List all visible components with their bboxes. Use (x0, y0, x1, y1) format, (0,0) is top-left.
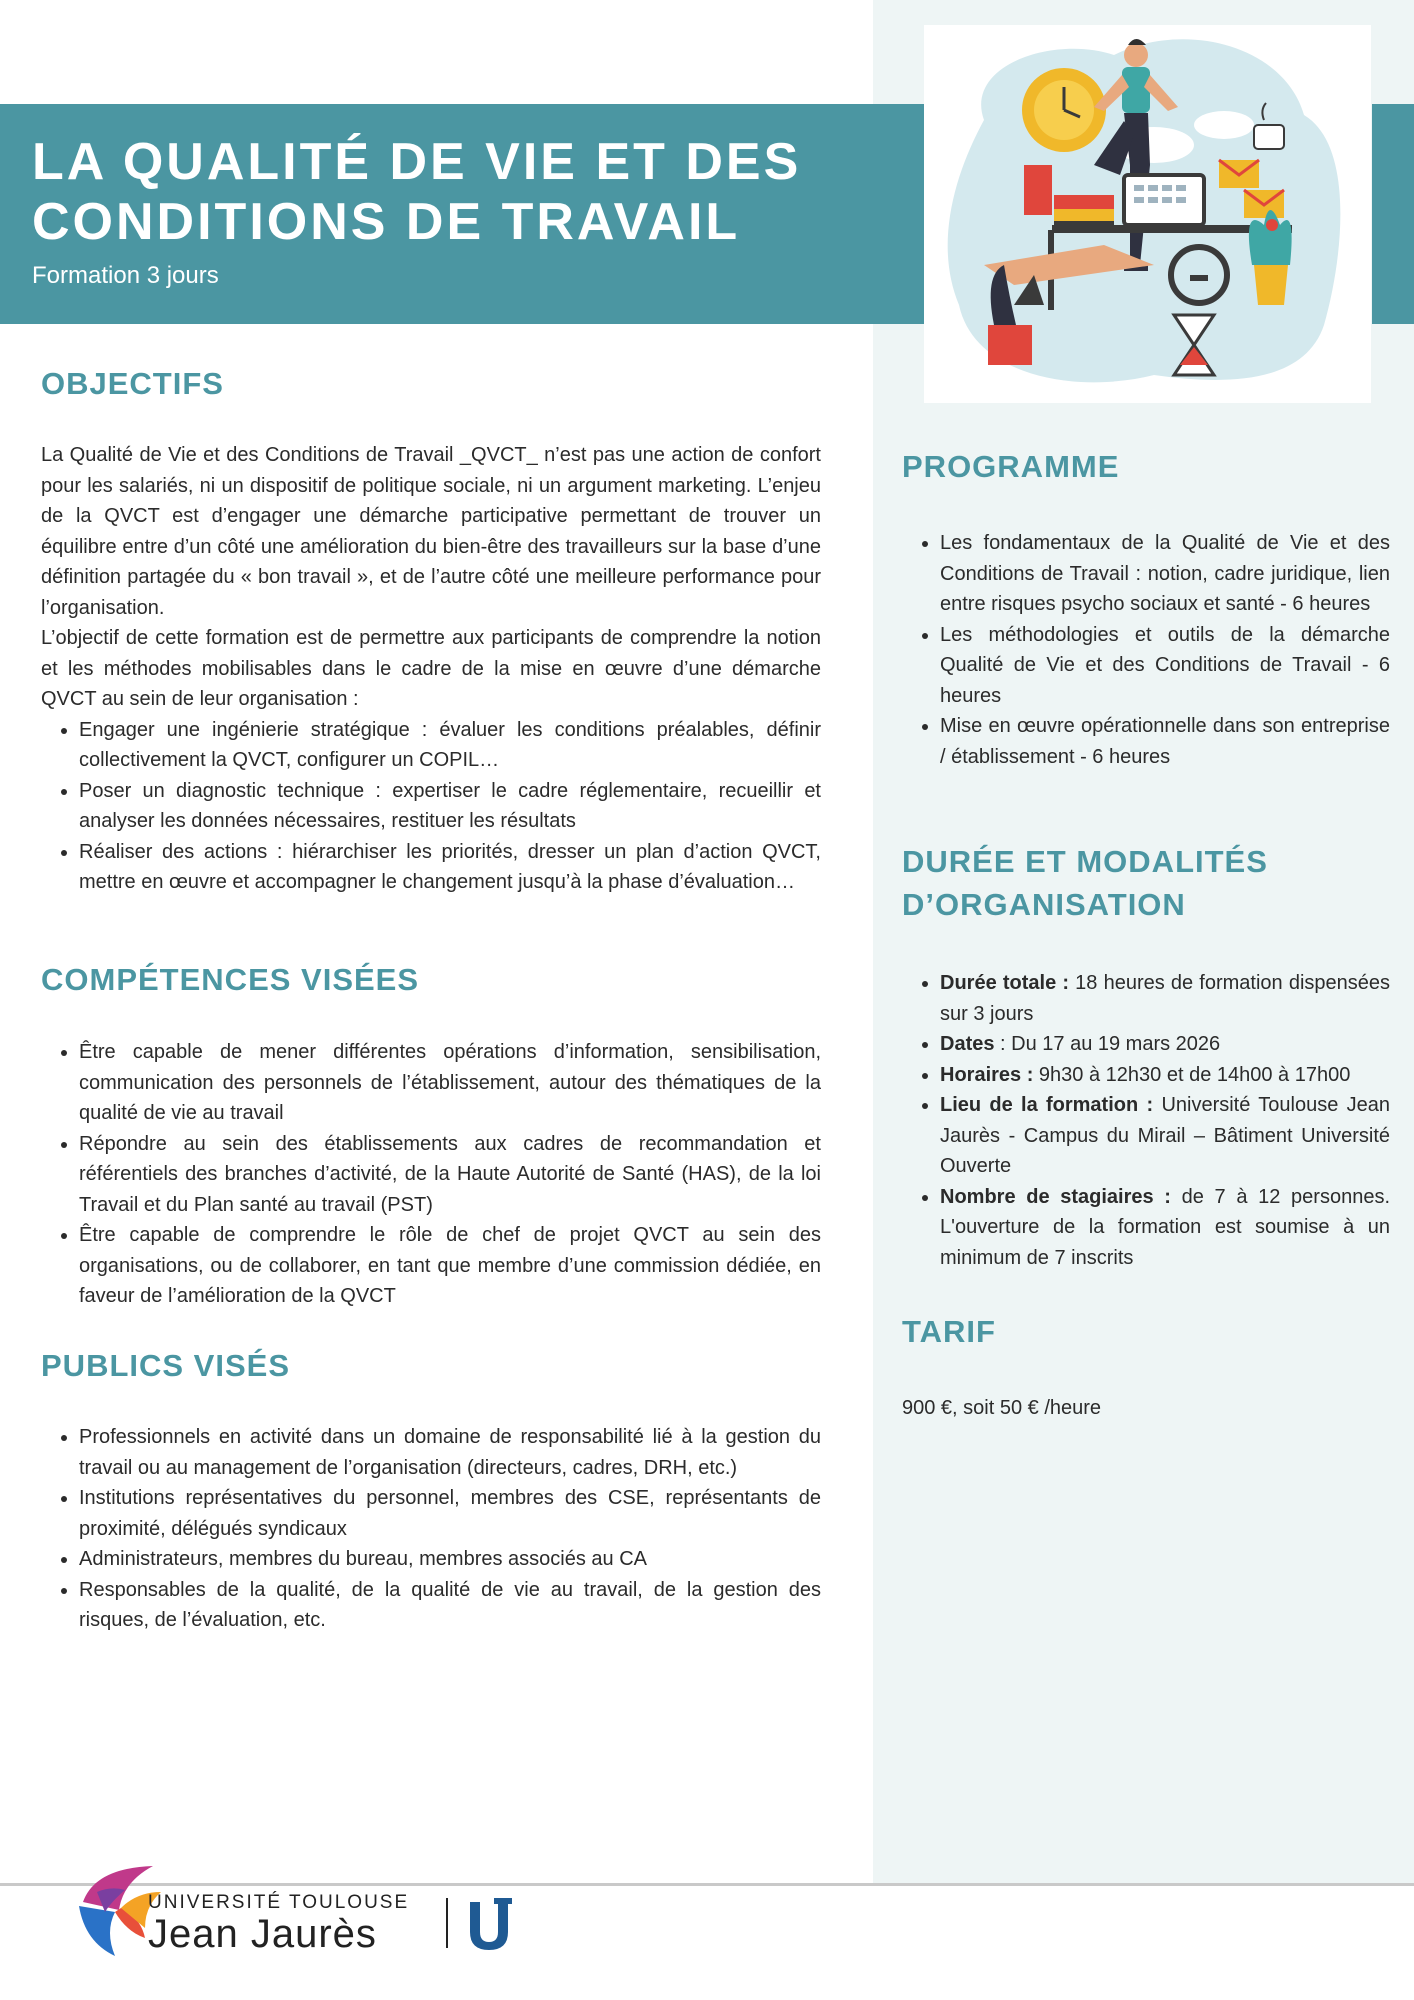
page-title: LA QUALITÉ DE VIE ET DES CONDITIONS DE TRAVAIL (32, 133, 802, 251)
logo-separator (446, 1898, 448, 1948)
footer-divider (0, 1883, 1414, 1886)
list-item: • Mise en œuvre opérationnelle dans son entreprise / établissement - 6 heures (940, 711, 1390, 772)
objectifs-paragraph-2: L’objectif de cette formation est de permettre aux participants de comprendre la notion et les méthodes mobilisables dans le cadre de la mise en œuvre d’une démarche QVCT au sein de leur organisation : (41, 627, 821, 710)
list-item (940, 1060, 1390, 1091)
list-item: • Institutions représentatives du personnel, membres des CSE, représentants de proximité, délégués syndicaux (79, 1483, 821, 1544)
item-label: Horaires : (940, 1063, 1034, 1086)
objectifs-body (41, 440, 821, 898)
list-item: • Être capable de mener différentes opérations d’information, sensibilisation, communication des personnels de l’établissement, autour des thématiques de la qualité de vie au travail (79, 1037, 821, 1129)
objectifs-paragraph-1: La Qualité de Vie et des Conditions de Travail _QVCT_ n’est pas une action de confort pour les salariés, ni un dispositif de politique sociale, ni un argument marketing. L’enjeu de la QVCT est d’engager une démarche participative permettant de trouver un équilibre entre d’un côté une amélioration du bien-être des travailleurs sur la base d’une définition partagée du « bon travail », et de l’autre côté une meilleure performance pour l’organisation. (41, 444, 821, 619)
list-item: • Professionnels en activité dans un domaine de responsabilité lié à la gestion du travail ou au management de l’organisation (directeurs, cadres, DRH, etc.) (79, 1422, 821, 1483)
list-item: • Les méthodologies et outils de la démarche Qualité de Vie et des Conditions de Travail - 6 heures (940, 620, 1390, 712)
u-logo-icon (466, 1898, 512, 1952)
list-item: • Être capable de comprendre le rôle de chef de projet QVCT au sein des organisations, ou de collaborer, en tant que membre d’une commission dédiée, en faveur de l’amélioration de la QVCT (79, 1220, 821, 1312)
programme-body (902, 528, 1390, 772)
list-item: • Poser un diagnostic technique : expertiser le cadre réglementaire, recueillir et analyser les données nécessaires, restituer les résultats (79, 776, 821, 837)
tarif-text: 900 €, soit 50 € /heure (902, 1397, 1102, 1419)
publics-list (41, 1422, 821, 1636)
item-label: Durée totale : (940, 972, 1070, 994)
list-item: • Les fondamentaux de la Qualité de Vie et des Conditions de Travail : notion, cadre juridique, lien entre risques psycho sociaux et santé - 6 heures (940, 528, 1390, 620)
list-item (940, 1029, 1390, 1060)
list-item (940, 1090, 1390, 1182)
item-label: Dates (940, 1033, 995, 1055)
duree-body (902, 968, 1390, 1273)
logo-line-2: Jean Jaurès (148, 1912, 377, 1956)
page-subtitle: Formation 3 jours (32, 262, 219, 289)
objectifs-heading: OBJECTIFS (41, 366, 224, 401)
objectifs-list (41, 715, 821, 898)
tarif-body (902, 1393, 1390, 1424)
programme-heading: PROGRAMME (902, 449, 1120, 484)
list-item (940, 1182, 1390, 1274)
competences-heading: COMPÉTENCES VISÉES (41, 962, 420, 997)
logo-line-1: UNIVERSITÉ TOULOUSE (148, 1892, 410, 1913)
item-label: Lieu de la formation : (940, 1094, 1154, 1116)
title-band-right (1372, 104, 1414, 324)
duree-heading: DURÉE ET MODALITÉS D’ORGANISATION (902, 844, 1268, 922)
item-value: : Du 17 au 19 mars 2026 (994, 1033, 1221, 1055)
programme-list (902, 528, 1390, 772)
item-value: de 7 à 12 personnes. L'ouverture de la formation est soumise à un minimum de 7 inscrits (940, 1185, 1391, 1269)
list-item: • Engager une ingénierie stratégique : évaluer les conditions préalables, définir collectivement la QVCT, configurer un COPIL… (79, 715, 821, 776)
item-label: Nombre de stagiaires : (940, 1185, 1171, 1208)
duree-list (902, 968, 1390, 1273)
item-value: 9h30 à 12h30 et de 14h00 à 17h00 (1033, 1063, 1351, 1086)
list-item: • Administrateurs, membres du bureau, membres associés au CA (79, 1544, 821, 1575)
publics-heading: PUBLICS VISÉS (41, 1348, 290, 1383)
tarif-heading: TARIF (902, 1314, 996, 1349)
list-item (940, 968, 1390, 1029)
list-item: • Responsables de la qualité, de la qualité de vie au travail, de la gestion des risques, de l’évaluation, etc. (79, 1575, 821, 1636)
competences-list (41, 1037, 821, 1312)
item-value: 18 heures de formation dispensées sur 3 jours (940, 972, 1390, 1025)
item-value: Université Toulouse Jean Jaurès - Campus du Mirail – Bâtiment Université Ouverte (940, 1094, 1390, 1177)
competences-body (41, 1037, 821, 1312)
list-item: • Répondre au sein des établissements aux cadres de recommandation et référentiels des branches d’activité, de la Haute Autorité de Santé (HAS), de la loi Travail et du Plan santé au travail (PST) (79, 1129, 821, 1221)
publics-body (41, 1422, 821, 1636)
list-item: • Réaliser des actions : hiérarchiser les priorités, dresser un plan d’action QVCT, mettre en œuvre et accompagner le changement jusqu’à la phase d’évaluation… (79, 837, 821, 898)
wellbeing-work-illustration (924, 25, 1371, 403)
